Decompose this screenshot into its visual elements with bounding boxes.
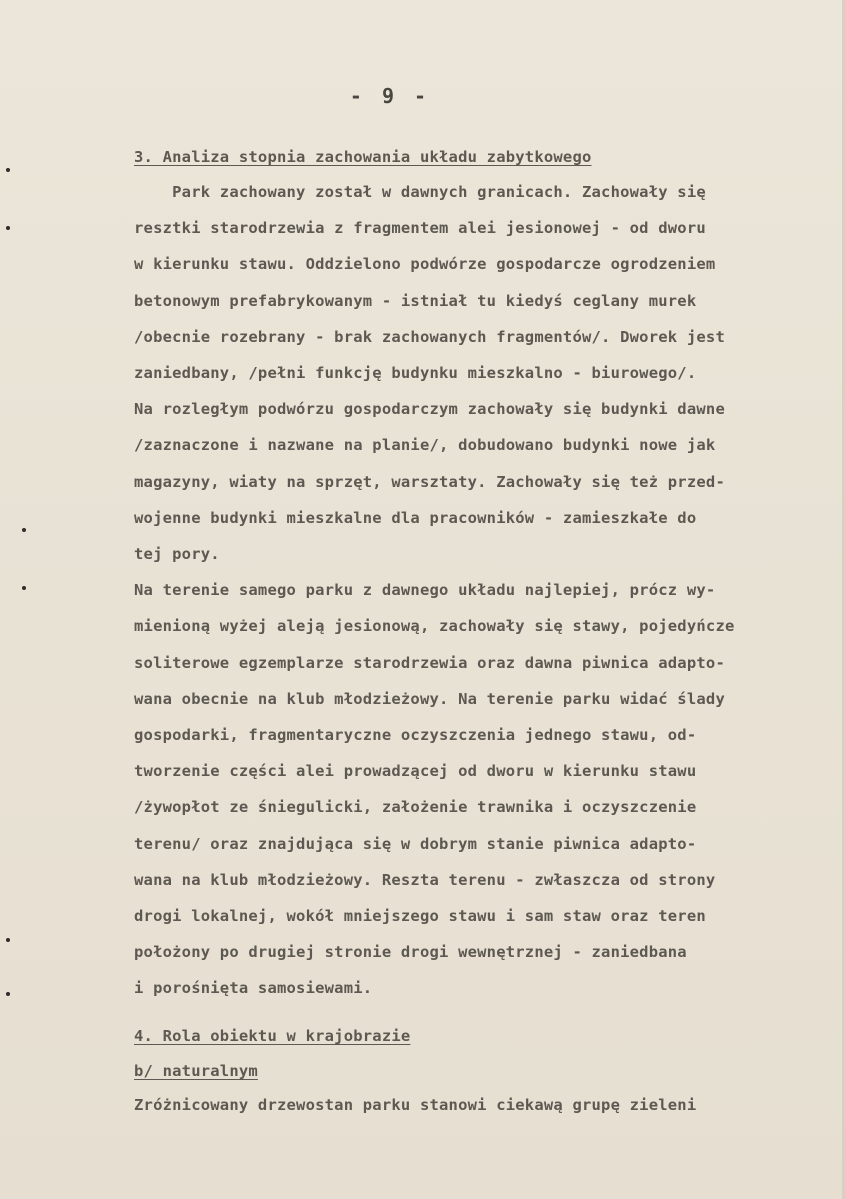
text-line: drogi lokalnej, wokół mniejszego stawu i sam staw oraz teren: [134, 907, 706, 925]
text-line: wana obecnie na klub młodzieżowy. Na terenie parku widać ślady: [134, 689, 725, 708]
text-line: Na rozległym podwórzu gospodarczym zachowały się budynki dawne: [134, 400, 725, 419]
text-line: i porośnięta samosiewami.: [134, 979, 373, 998]
text-line: wana na klub młodzieżowy. Reszta terenu - zwłaszcza od strony: [134, 870, 716, 889]
binding-hole-mark: [6, 168, 10, 172]
text-line: gospodarki, fragmentaryczne oczyszczenia jednego stawu, od-: [134, 726, 697, 744]
text-line: położony po drugiej stronie drogi wewnętrznej - zaniedbana: [134, 943, 687, 962]
text-line: tej pory.: [134, 545, 220, 563]
text-line: resztki starodrzewia z fragmentem alei jesionowej - od dworu: [134, 219, 706, 238]
text-line: wojenne budynki mieszkalne dla pracowników - zamieszkałe do: [134, 508, 697, 527]
text-line: Zróżnicowany drzewostan parku stanowi ciekawą grupę zieleni: [134, 1096, 697, 1114]
text-line: /zaznaczone i nazwane na planie/, dobudowano budynki nowe jak: [134, 436, 716, 455]
text-line: /obecnie rozebrany - brak zachowanych fragmentów/. Dworek jest: [134, 327, 725, 346]
text-line: tworzenie części alei prowadzącej od dworu w kierunku stawu: [134, 762, 697, 781]
binding-hole-mark: [6, 226, 10, 230]
text-line: soliterowe egzemplarze starodrzewia oraz dawna piwnica adapto-: [134, 653, 725, 672]
binding-hole-mark: [22, 528, 26, 532]
text-line: betonowym prefabrykowanym - istniał tu kiedyś ceglany murek: [134, 291, 697, 310]
section-3-heading: 3. Analiza stopnia zachowania układu zabytkowego: [134, 148, 592, 166]
binding-hole-mark: [6, 938, 10, 942]
text-line: w kierunku stawu. Oddzielono podwórze gospodarcze ogrodzeniem: [134, 255, 716, 274]
text-line: magazyny, wiaty na sprzęt, warsztaty. Zachowały się też przed-: [134, 472, 725, 491]
section-4-heading: 4. Rola obiektu w krajobrazie: [134, 1027, 411, 1045]
binding-hole-mark: [6, 992, 10, 996]
page-number: - 9 -: [349, 84, 431, 108]
text-line: /żywopłot ze śniegulicki, założenie trawnika i oczyszczenie: [134, 798, 697, 817]
binding-hole-mark: [22, 586, 26, 590]
text-line: mienioną wyżej aleją jesionową, zachowały się stawy, pojedyńcze: [134, 617, 735, 636]
text-line: terenu/ oraz znajdująca się w dobrym stanie piwnica adapto-: [134, 834, 697, 853]
section-4-subheading: b/ naturalnym: [134, 1062, 258, 1080]
text-line: zaniedbany, /pełni funkcję budynku mieszkalno - biurowego/.: [134, 364, 697, 382]
text-line: Na terenie samego parku z dawnego układu najlepiej, prócz wy-: [134, 581, 716, 600]
text-line: Park zachowany został w dawnych granicach. Zachowały się: [134, 183, 706, 201]
